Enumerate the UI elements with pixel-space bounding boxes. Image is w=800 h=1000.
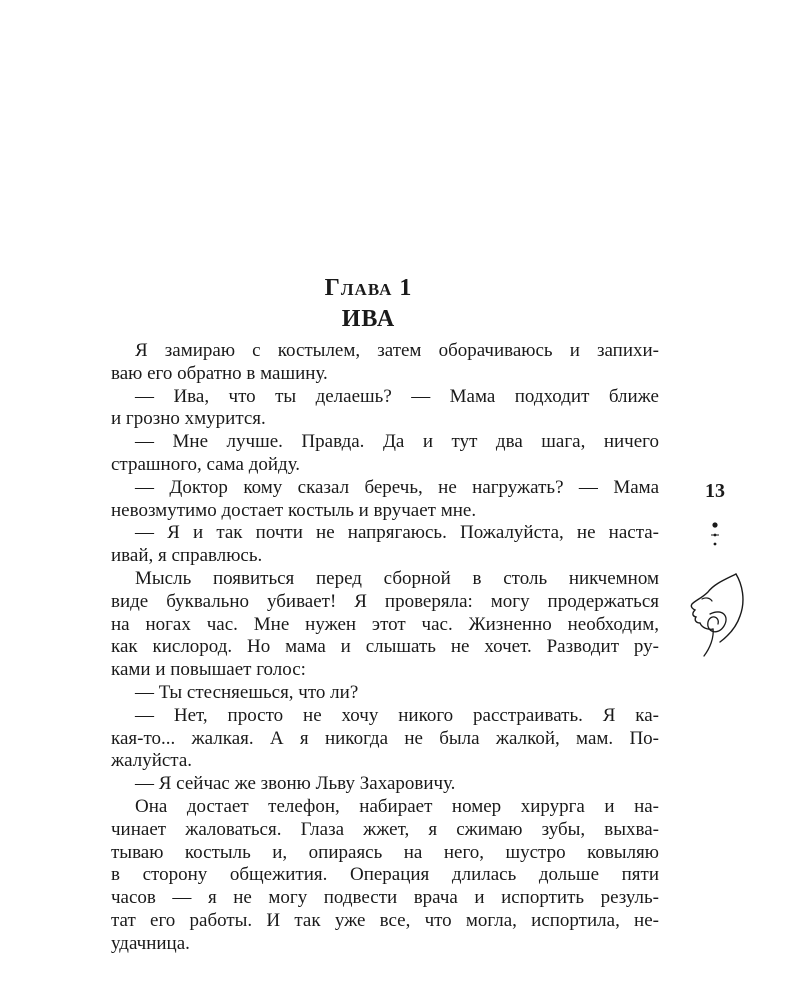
text-line: ивай, я справлюсь.	[111, 545, 263, 567]
text-line: — Нет, просто не хочу никого расстраивать. Я ка-	[135, 704, 659, 726]
text-line: и грозно хмурится.	[111, 408, 266, 430]
text-line: виде буквально убивает! Я проверяла: могу продержаться	[111, 590, 659, 612]
chapter-heading	[0, 272, 737, 334]
text-line: ваю его обратно в машину.	[111, 362, 328, 384]
text-line: — Я и так почти не напрягаюсь. Пожалуйста, не наста-	[135, 522, 659, 544]
text-line: тываю костыль и, опираясь на него, шустро ковыляю	[111, 841, 659, 863]
body-text	[111, 340, 659, 956]
text-line: Я замираю с костылем, затем оборачиваюсь и запихи-	[135, 340, 659, 361]
text-line: чинает жаловаться. Глаза жжет, я сжимаю зубы, выхва-	[111, 818, 659, 840]
text-line: — Я сейчас же звоню Льву Захаровичу.	[135, 773, 456, 795]
text-line: Она достает телефон, набирает номер хирурга и на-	[135, 795, 659, 817]
dot-ornament-icon	[705, 520, 725, 550]
chapter-name: ИВА	[341, 306, 396, 332]
text-line: Мысль появиться перед сборной в столь никчемном	[135, 567, 659, 589]
text-line: в сторону общежития. Операция длилась дольше пяти	[111, 864, 659, 886]
text-line: удачница.	[111, 932, 190, 954]
text-line: как кислород. Но мама и слышать не хочет. Разводит ру-	[111, 636, 659, 658]
chapter-title: Глава 1	[324, 275, 413, 301]
text-line: невозмутимо достает костыль и вручает мне.	[111, 499, 477, 521]
text-line: жалуйста.	[111, 750, 193, 772]
text-line: — Ты стесняешься, что ли?	[135, 681, 359, 703]
text-line: кая-то... жалкая. А я никогда не была жалкой, мам. По-	[111, 727, 659, 749]
text-line: на ногах час. Мне нужен этот час. Жизненно необходим,	[111, 613, 659, 635]
text-line: — Ива, что ты делаешь? — Мама подходит ближе	[135, 385, 659, 407]
text-line: — Доктор кому сказал беречь, не нагружать? — Мама	[135, 476, 659, 498]
page-number: 13	[705, 480, 725, 502]
text-line: — Мне лучше. Правда. Да и тут два шага, ничего	[135, 431, 659, 453]
face-profile-icon	[680, 570, 750, 660]
text-line: страшного, сама дойду.	[111, 453, 301, 475]
text-line: тат его работы. И так уже все, что могла, испортила, не-	[111, 909, 659, 931]
text-line: часов — я не могу подвести врача и испортить резуль-	[111, 887, 659, 909]
text-line: ками и повышает голос:	[111, 659, 306, 681]
